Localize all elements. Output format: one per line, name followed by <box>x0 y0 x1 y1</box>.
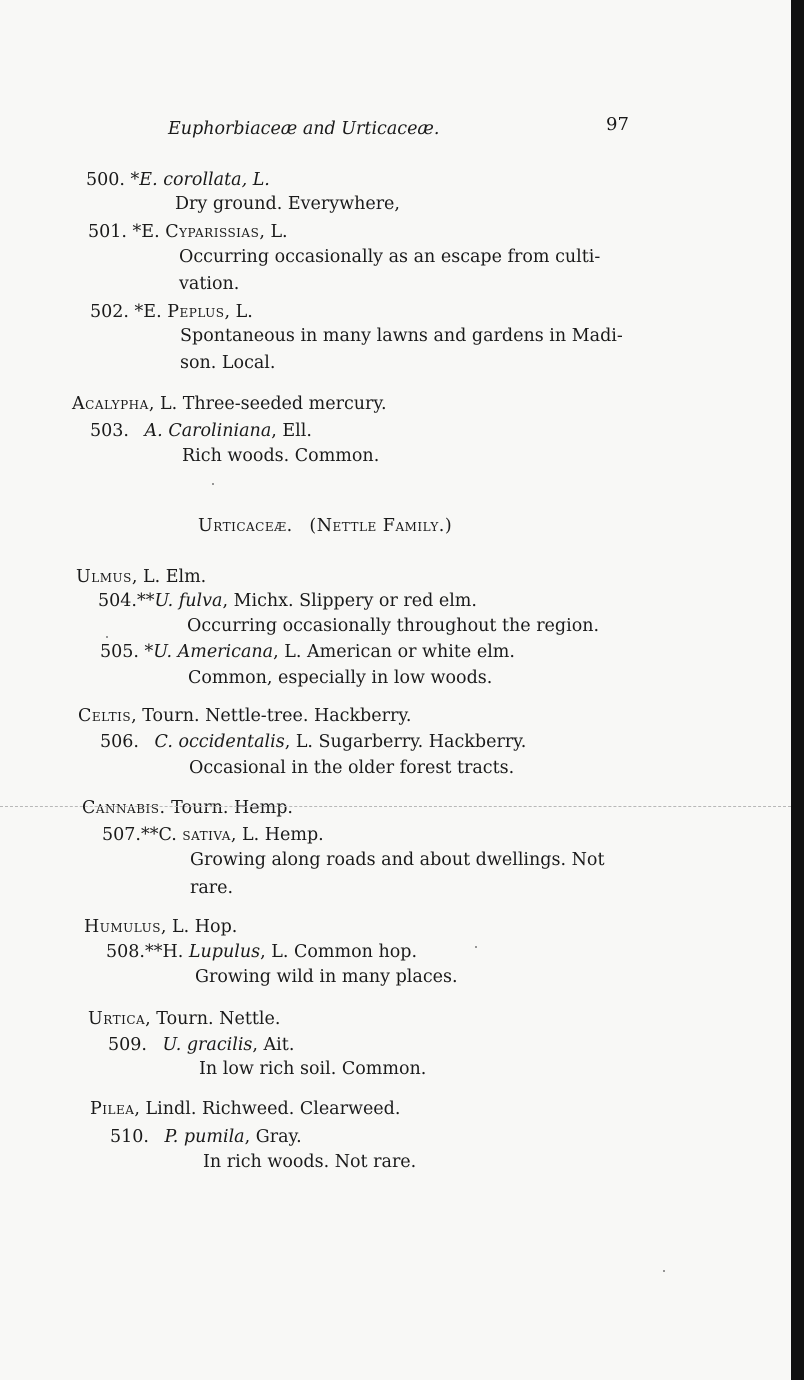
entry-508-desc: Growing wild in many places. <box>195 967 458 987</box>
entry-number: 507. <box>102 825 141 845</box>
genus-abbrev: U. <box>162 1035 182 1055</box>
species-name: gracilis <box>186 1035 253 1055</box>
entry-number: 508. <box>106 942 145 962</box>
genus-abbrev: P. <box>164 1127 179 1147</box>
species-name: pumila <box>183 1127 245 1147</box>
author: , L. <box>224 302 253 322</box>
genus-abbrev: U. <box>154 591 174 611</box>
entry-number: 505. <box>100 642 139 662</box>
entry-500: 500. *E. corollata, L. <box>86 170 270 190</box>
genus-name: Pilea <box>90 1099 135 1119</box>
genus-ulmus: Ulmus, L. Elm. <box>76 567 207 587</box>
author: , Michx. Slippery or red elm. <box>222 591 477 611</box>
entry-number: 509. <box>108 1035 147 1055</box>
species-name: occidentalis <box>178 732 285 752</box>
genus-cannabis: Cannabis. Tourn. Hemp. <box>82 798 293 818</box>
entry-number: 501. <box>88 222 127 242</box>
author: , L. Sugarberry. Hackberry. <box>284 732 527 752</box>
genus-acalypha: Acalypha, L. Three-seeded mercury. <box>72 394 387 414</box>
species-name: Lupulus <box>188 942 261 962</box>
author: , L. Hemp. <box>230 825 324 845</box>
entry-number: 502. <box>90 302 129 322</box>
author: , Ell. <box>271 421 312 441</box>
genus-abbrev: C. <box>154 732 173 752</box>
genus-name: Cannabis. <box>82 798 166 818</box>
entry-504-desc: Occurring occasionally throughout the region. <box>187 616 600 636</box>
entry-506 <box>100 731 526 753</box>
genus-pilea: Pilea, Lindl. Richweed. Clearweed. <box>90 1099 401 1119</box>
species-name: Caroliniana <box>168 421 272 441</box>
entry-502-desc-cont: son. Local. <box>180 353 276 373</box>
scan-speck <box>475 946 477 948</box>
genus-urtica: Urtica, Tourn. Nettle. <box>88 1009 281 1029</box>
entry-505-desc: Common, especially in low woods. <box>188 668 493 688</box>
genus-name: Humulus <box>84 917 161 937</box>
genus-celtis: Celtis, Tourn. Nettle-tree. Hackberry. <box>78 706 412 726</box>
author: , Ait. <box>252 1035 295 1055</box>
family-common-name: (Nettle Family.) <box>309 516 453 536</box>
species-name: Americana <box>177 642 274 662</box>
entry-503-desc: Rich woods. Common. <box>182 446 380 466</box>
entry-number: 504. <box>98 591 137 611</box>
entry-number: 506. <box>100 732 139 752</box>
entry-510 <box>110 1126 302 1148</box>
genus-abbrev: A. <box>144 421 163 441</box>
scan-edge-bar <box>791 0 804 1380</box>
entry-503 <box>90 420 312 442</box>
scan-speck <box>663 1270 665 1272</box>
entry-509 <box>108 1034 294 1056</box>
entry-506-desc: Occasional in the older forest tracts. <box>189 758 515 778</box>
genus-abbrev: U. <box>153 642 173 662</box>
author: , L. Common hop. <box>260 942 418 962</box>
entry-501: 501. *E. Cyparissias, L. <box>88 222 288 242</box>
scan-speck <box>106 636 108 638</box>
genus-name: Acalypha <box>72 394 149 414</box>
author: , L. American or white elm. <box>273 642 515 662</box>
entry-502: 502. *E. Peplus, L. <box>90 302 253 322</box>
entry-501-desc: Occurring occasionally as an escape from culti- <box>179 247 601 267</box>
genus-name: Urtica <box>88 1009 146 1029</box>
author: , L. <box>259 222 288 242</box>
entry-505: 505. *U. Americana, L. American or white elm. <box>100 642 515 662</box>
fold-line <box>0 806 791 807</box>
entry-number: 510. <box>110 1127 149 1147</box>
genus-humulus: Humulus, L. Hop. <box>84 917 238 937</box>
entry-number: 500. <box>86 170 125 190</box>
entry-504: 504.**U. fulva, Michx. Slippery or red elm. <box>98 591 477 611</box>
entry-number: 503. <box>90 421 129 441</box>
entry-500-desc: Dry ground. Everywhere, <box>175 194 400 214</box>
genus-name: Ulmus <box>76 567 132 587</box>
species-name: fulva <box>178 591 223 611</box>
entry-508: 508.**H. Lupulus, L. Common hop. <box>106 942 418 962</box>
genus-name: Celtis <box>78 706 132 726</box>
family-heading <box>198 515 452 537</box>
genus-abbrev: E. <box>139 170 158 190</box>
species-name: Peplus <box>167 302 225 322</box>
entry-507-desc-cont: rare. <box>190 878 234 898</box>
author: , Gray. <box>244 1127 302 1147</box>
family-name: Urticaceæ. <box>198 516 293 536</box>
page-number: 97 <box>606 114 629 135</box>
entry-501-desc-cont: vation. <box>179 274 240 294</box>
author: , L. <box>241 170 270 190</box>
scan-speck <box>212 483 214 485</box>
entry-507: 507.**C. sativa, L. Hemp. <box>102 825 324 845</box>
species-name: Cyparissias <box>165 222 260 242</box>
species-name: corollata <box>163 170 242 190</box>
entry-502-desc: Spontaneous in many lawns and gardens in Madi- <box>180 326 623 346</box>
species-name: sativa <box>182 825 231 845</box>
entry-509-desc: In low rich soil. Common. <box>199 1059 427 1079</box>
running-title: Euphorbiaceæ and Urticaceæ. <box>168 119 440 139</box>
entry-507-desc: Growing along roads and about dwellings. Not <box>190 850 605 870</box>
entry-510-desc: In rich woods. Not rare. <box>203 1152 417 1172</box>
